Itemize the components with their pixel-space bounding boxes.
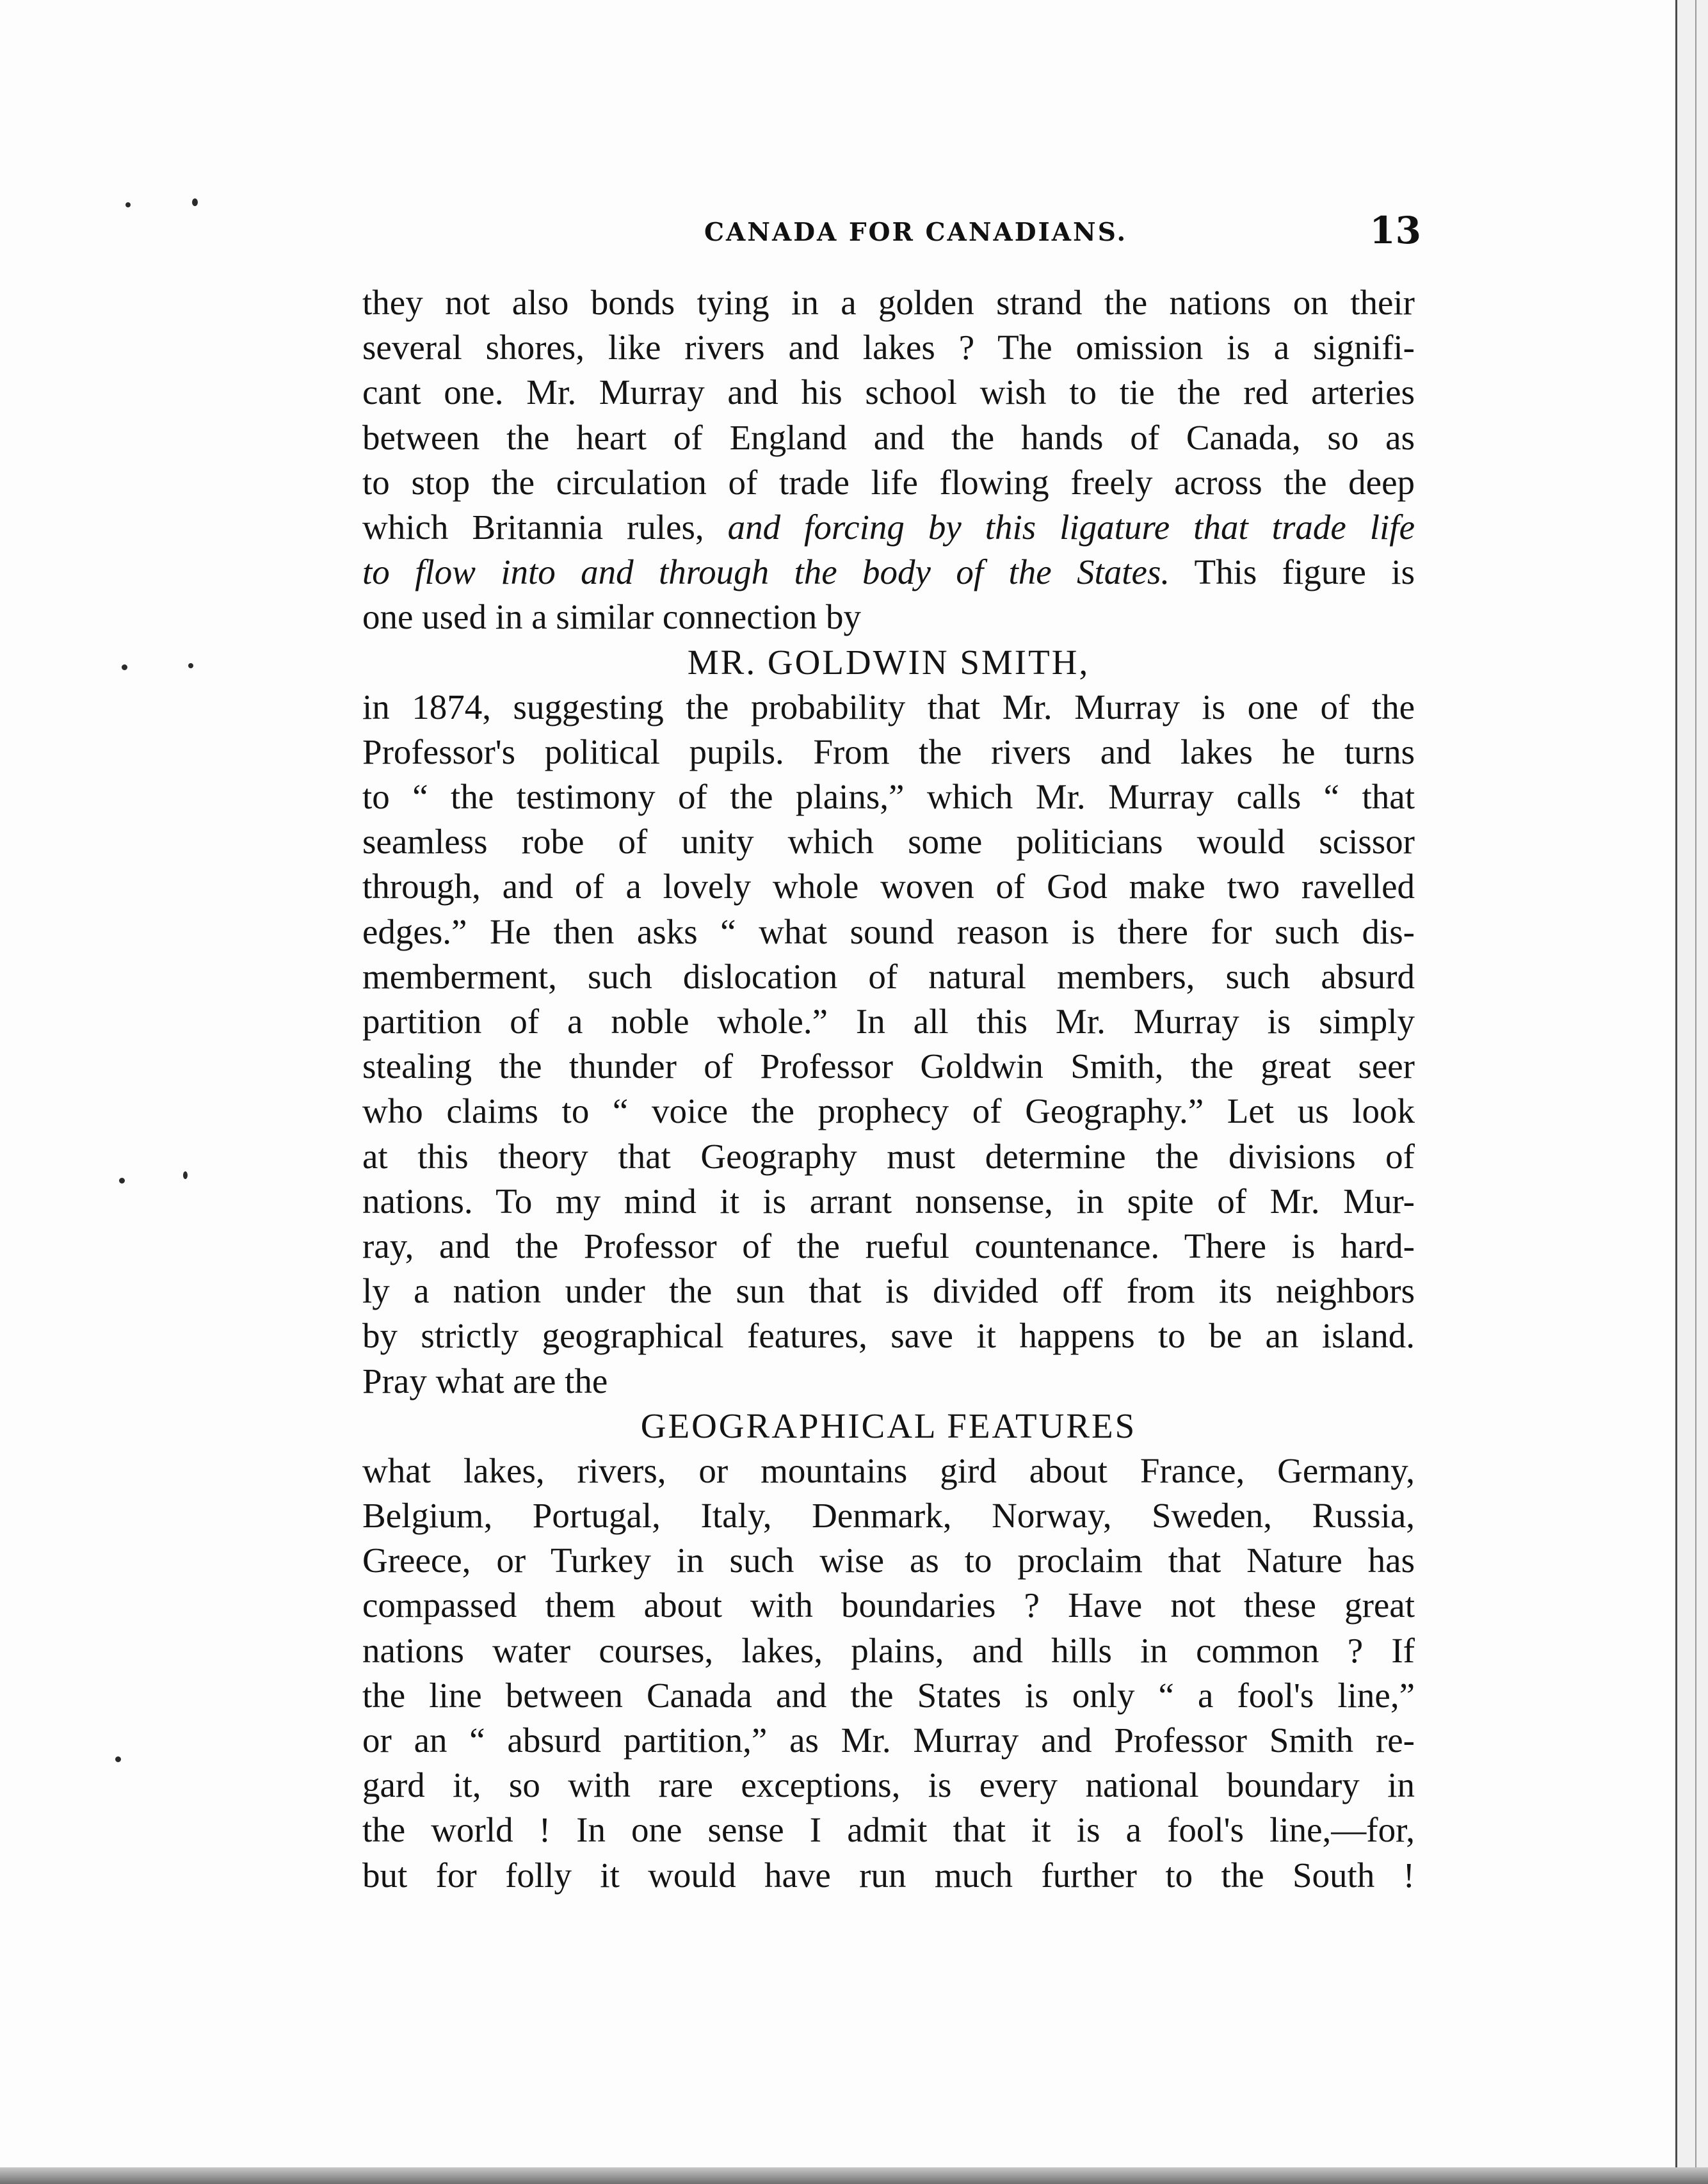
section-heading: GEOGRAPHICAL FEATURES — [640, 1406, 1137, 1445]
section-heading: MR. GOLDWIN SMITH, — [687, 642, 1090, 682]
text-line: edges.” He then asks “ what sound reason is there for such dis- — [362, 911, 1415, 951]
text-line: memberment, such dislocation of natural members, such absurd — [362, 956, 1415, 996]
text-line: what lakes, rivers, or mountains gird about France, Germany, — [362, 1450, 1415, 1490]
margin-mark — [188, 663, 193, 668]
text-line: partition of a noble whole.” In all this Mr. Murray is simply — [362, 1002, 1415, 1041]
text-line: Belgium, Portugal, Italy, Denmark, Norway, Sweden, Russia, — [362, 1496, 1415, 1536]
running-head — [359, 209, 1421, 260]
page-bottom-shadow — [0, 2167, 1708, 2184]
text-run: This figure is — [1194, 552, 1415, 592]
text-line: but for folly it would have run much further to the South ! — [362, 1855, 1415, 1895]
text-line: they not also bonds tying in a golden strand the nations on their — [362, 283, 1415, 322]
text-line-mixed — [362, 550, 1415, 595]
text-line: who claims to “ voice the prophecy of Geography.” Let us look — [362, 1091, 1415, 1131]
text-line: one used in a similar connection by — [362, 597, 861, 637]
margin-mark — [183, 1171, 188, 1179]
margin-mark — [119, 1178, 125, 1184]
text-line: compassed them about with boundaries ? Have not these great — [362, 1586, 1415, 1625]
running-title: CANADA FOR CANADIANS. — [704, 218, 1128, 247]
text-line: ray, and the Professor of the rueful countenance. There is hard- — [362, 1226, 1415, 1265]
page-edge-shadow — [1675, 0, 1708, 2184]
text-line: the line between Canada and the States is only “ a fool's line,” — [362, 1675, 1415, 1715]
text-line: at this theory that Geography must determine the divisions of — [362, 1136, 1415, 1176]
text-line: nations. To my mind it is arrant nonsense, in spite of Mr. Mur- — [362, 1181, 1415, 1221]
text-line: to “ the testimony of the plains,” which Mr. Murray calls “ that — [362, 777, 1415, 817]
text-line: through, and of a lovely whole woven of God make two ravelled — [362, 867, 1415, 906]
text-run: which Britannia rules, — [362, 507, 704, 547]
text-line: ly a nation under the sun that is divided off from its neighbors — [362, 1271, 1415, 1311]
page-edge-line — [1695, 0, 1696, 2184]
text-line: by strictly geographical features, save it happens to be an island. — [362, 1316, 1415, 1356]
margin-mark — [125, 202, 131, 207]
text-line: Greece, or Turkey in such wise as to proclaim that Nature has — [362, 1541, 1415, 1580]
body-text — [362, 280, 1415, 1898]
text-line: or an “ absurd partition,” as Mr. Murray and Professor Smith re- — [362, 1721, 1415, 1760]
text-line: gard it, so with rare exceptions, is every national boundary in — [362, 1765, 1415, 1805]
italic-run: to flow into and through the body of the States. — [362, 552, 1170, 592]
text-line: several shores, like rivers and lakes ? The omission is a signifi- — [362, 328, 1415, 367]
margin-mark — [122, 664, 127, 670]
italic-run: and forcing by this ligature that trade life — [727, 507, 1415, 547]
text-line: stealing the thunder of Professor Goldwin Smith, the great seer — [362, 1047, 1415, 1086]
text-line: to stop the circulation of trade life flowing freely across the deep — [362, 462, 1415, 502]
text-line: cant one. Mr. Murray and his school wish to tie the red arteries — [362, 373, 1415, 412]
text-line: nations water courses, lakes, plains, and hills in common ? If — [362, 1630, 1415, 1670]
margin-mark — [192, 198, 198, 206]
text-line: Professor's political pupils. From the rivers and lakes he turns — [362, 732, 1415, 771]
text-line-mixed — [362, 505, 1415, 550]
margin-mark — [115, 1756, 121, 1762]
text-line: the world ! In one sense I admit that it is a fool's line,—for, — [362, 1810, 1415, 1850]
text-line: in 1874, suggesting the probability that Mr. Murray is one of the — [362, 687, 1415, 727]
text-line: Pray what are the — [362, 1361, 608, 1401]
page-number: 13 — [1369, 209, 1421, 252]
text-line: between the heart of England and the hands of Canada, so as — [362, 417, 1415, 457]
text-line: seamless robe of unity which some politicians would scissor — [362, 822, 1415, 862]
